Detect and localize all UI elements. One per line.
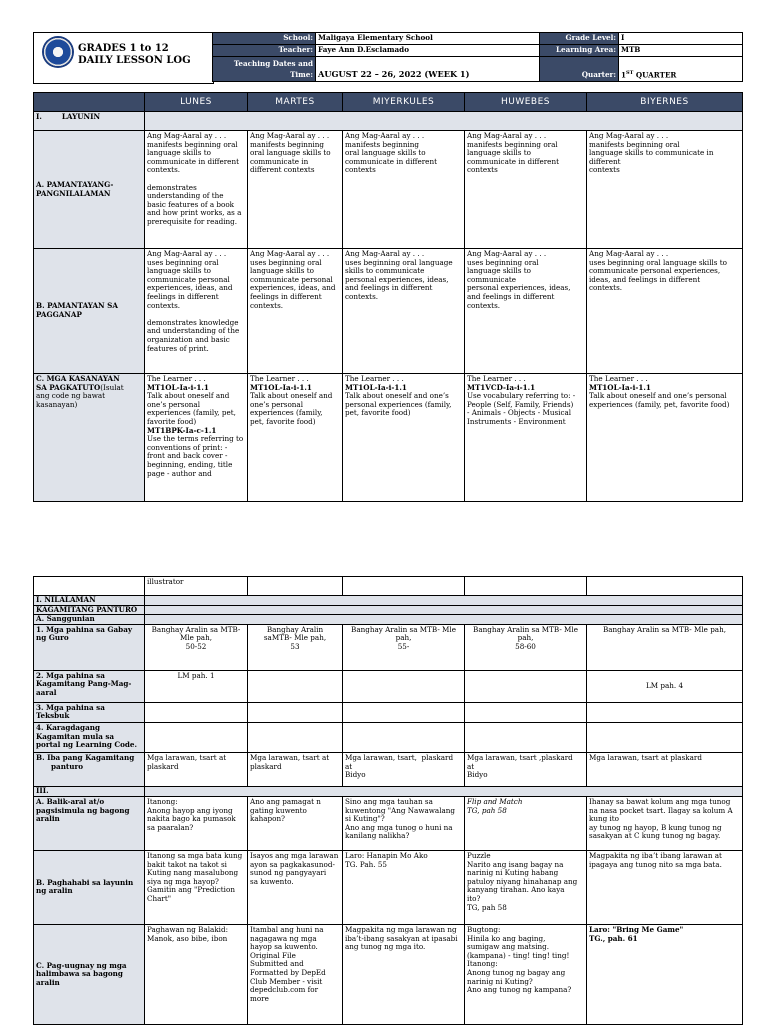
- dates-label-line2: Time:: [290, 69, 313, 79]
- row-label-gabay-ng-guro: 1. Mga pahina sa Gabay ng Guro: [34, 624, 145, 670]
- quarter-value: [619, 56, 743, 81]
- competency-code: MT1OL-Ia-i-1.1: [589, 382, 651, 392]
- teaching-dates-label: [213, 56, 316, 81]
- cell-lunes: [145, 374, 248, 502]
- competency-text: Talk about oneself and one’s personal experiences (family, pet, favorite food): [345, 391, 452, 418]
- cell-miyerkules: Mga larawan, tsart, plaskard at Bidyo: [343, 752, 465, 786]
- table-row: [34, 850, 743, 924]
- cell-lunes: Itanong: Anong hayop ang iyong nakita bago ka pumasok sa paaralan?: [145, 796, 248, 850]
- cell-huwebes: Banghay Aralin sa MTB- Mle pah, 58-60: [465, 624, 587, 670]
- cell-biyernes: [587, 374, 743, 502]
- kasanayan-note: (Isulat ang code ng bawat kasanayan): [36, 382, 124, 409]
- section-sanggunian: A. Sanggunian: [34, 615, 145, 625]
- cell-biyernes: Banghay Aralin sa MTB- Mle pah,: [587, 624, 743, 670]
- grade-level-value: I: [619, 33, 743, 45]
- competency-text: Use vocabulary referring to: - People (Self, Family, Friends) - Animals - Objects - Musical Instruments - Environment: [467, 391, 576, 426]
- learner-intro: The Learner . . .: [467, 374, 526, 383]
- competency-text: Talk about oneself and one’s personal experiences (family, pet, favorite food): [589, 391, 730, 409]
- cell-miyerkules: Sino ang mga tauhan sa kuwentong "Ang Nawawalang si Kuting"? Ano ang mga tunog o huni na kanilang nalikha?: [343, 796, 465, 850]
- section-layunin-band: [145, 112, 743, 131]
- kasanayan-label: C. MGA KASANAYAN SA PAGKATUTO: [36, 374, 120, 392]
- cell-martes: Ang Mag-Aaral ay . . . uses beginning oral language skills to communicate personal experiences, ideas, and feelings in different contexts.: [248, 249, 343, 374]
- learner-intro: The Learner . . .: [589, 374, 648, 383]
- quarter-number: 1: [621, 70, 627, 79]
- competency-code: MT1OL-Ia-i-1.1: [147, 382, 209, 392]
- table-row: [34, 752, 743, 786]
- cell-miyerkules: Ang Mag-Aaral ay . . . manifests beginning oral language skills to communicate in different contexts: [343, 131, 465, 249]
- table-row: [34, 722, 743, 752]
- row-label-pamantayang-pangnilalaman: A. PAMANTAYANG- PANGNILALAMAN: [34, 131, 145, 249]
- table-row: [34, 131, 743, 249]
- learning-area-label: Learning Area:: [540, 44, 619, 56]
- day-martes: MARTES: [248, 93, 343, 112]
- cell-biyernes: Ang Mag-Aaral ay . . . manifests beginning oral language skills to communicate in different contexts: [587, 131, 743, 249]
- cell-miyerkules: Magpakita ng mga larawan ng iba’t-ibang sasakyan at ipasabi ang tunog ng mga ito.: [343, 924, 465, 1024]
- cell-huwebes: [465, 374, 587, 502]
- table-row: [34, 924, 743, 1024]
- cell-huwebes: Ang Mag-Aaral ay . . . uses beginning oral language skills to communicate personal experiences, ideas, and feelings in different contexts.: [465, 249, 587, 374]
- cell-lunes: Banghay Aralin sa MTB- Mle pah, 50-52: [145, 624, 248, 670]
- row-label-mga-kasanayan: [34, 374, 145, 502]
- cell-biyernes: Ang Mag-Aaral ay . . . uses beginning oral language skills to communicate personal experiences, ideas, and feelings in different contexts.: [587, 249, 743, 374]
- quarter-suffix: ST: [626, 69, 634, 76]
- row-label-pag-uugnay: C. Pag-uugnay ng mga halimbawa sa bagong aralin: [34, 924, 145, 1024]
- section-sanggunian-band: [145, 615, 743, 625]
- table-row: [34, 624, 743, 670]
- cell-huwebes: [465, 670, 587, 702]
- cell-martes: [248, 374, 343, 502]
- cell-lunes: Ang Mag-Aaral ay . . . uses beginning oral language skills to communicate personal experiences, ideas, and feelings in different contexts. demonstrates knowledge and understanding of the organization and basic features of print.: [145, 249, 248, 374]
- table-row: [34, 702, 743, 722]
- row-label-karagdagang-kagamitan: 4. Karagdagang Kagamitan mula sa portal ng Learning Code.: [34, 722, 145, 752]
- learner-intro: The Learner . . .: [147, 374, 206, 383]
- learning-area-value: MTB: [619, 44, 743, 56]
- cell-martes: Mga larawan, tsart at plaskard: [248, 752, 343, 786]
- cell-miyerkules: Laro: Hanapin Mo Ako TG. Pah. 55: [343, 850, 465, 924]
- cell-martes: Banghay Aralin saMTB- Mle pah, 53: [248, 624, 343, 670]
- competency-code: MT1OL-Ia-i-1.1: [250, 382, 312, 392]
- lesson-log-header: [33, 32, 742, 84]
- row-label-kagamitang-pang-mag-aaral: 2. Mga pahina sa Kagamitang Pang-Mag- aaral: [34, 670, 145, 702]
- day-miyerkules: MIYERKULES: [343, 93, 465, 112]
- dates-label-line1: Teaching Dates and: [233, 58, 313, 68]
- section-kagamitan-band: [145, 605, 743, 615]
- section-nilalaman: I. NILALAMAN: [34, 596, 145, 606]
- carry-blank: [34, 577, 145, 596]
- cell-lunes: LM pah. 1: [145, 670, 248, 702]
- teacher-value: Faye Ann D.Esclamado: [316, 44, 540, 56]
- section-iii-band: [145, 786, 743, 796]
- day-lunes: LUNES: [145, 93, 248, 112]
- cell-martes: [248, 670, 343, 702]
- form-title: [78, 43, 191, 67]
- row-label-balik-aral: A. Balik-aral at/o pagsisimula ng bagong aralin: [34, 796, 145, 850]
- cell-miyerkules: Banghay Aralin sa MTB- Mle pah, 55-: [343, 624, 465, 670]
- cell-huwebes: Flip and Match TG, pah 58: [465, 796, 587, 850]
- cell-huwebes: Ang Mag-Aaral ay . . . manifests beginning oral language skills to communicate in different contexts: [465, 131, 587, 249]
- teacher-label: Teacher:: [213, 44, 316, 56]
- learner-intro: The Learner . . .: [345, 374, 404, 383]
- cell-martes: Ano ang pamagat n gating kuwento kahapon?: [248, 796, 343, 850]
- cell-biyernes: LM pah. 4: [587, 670, 743, 702]
- row-label-teksbuk: 3. Mga pahina sa Teksbuk: [34, 702, 145, 722]
- section-iii: III.: [34, 786, 145, 796]
- competency-text: Talk about oneself and one’s personal experiences (family, pet, favorite food): [147, 391, 236, 426]
- day-huwebes: HUWEBES: [465, 93, 587, 112]
- cell-martes: Isayos ang mga larawan ayon sa pagkakasunod- sunod ng pangyayari sa kuwento.: [248, 850, 343, 924]
- content-procedure-table: [33, 576, 743, 1025]
- cell-biyernes: Magpakita ng iba’t ibang larawan at ipagaya ang tunog nito sa mga bata.: [587, 850, 743, 924]
- objectives-table: [33, 92, 743, 502]
- cell-lunes: Ang Mag-Aaral ay . . . manifests beginning oral language skills to communicate in different contexts. demonstrates understanding of the basic features of a book and how print works, as a prerequisite for reading.: [145, 131, 248, 249]
- table-row: [34, 670, 743, 702]
- carry-text: illustrator: [145, 577, 248, 596]
- header-title-box: [33, 32, 214, 84]
- cell-miyerkules: [343, 374, 465, 502]
- competency-text: Talk about oneself and one’s personal experiences (family, pet, favorite food): [250, 391, 333, 426]
- teaching-dates-value: AUGUST 22 – 26, 2022 (WEEK 1): [316, 56, 540, 81]
- section-layunin: I. LAYUNIN: [34, 112, 145, 131]
- section-nilalaman-band: [145, 596, 743, 606]
- row-label-pamantayan-sa-pagganap: B. PAMANTAYAN SA PAGGANAP: [34, 249, 145, 374]
- quarter-label: Quarter:: [540, 56, 619, 81]
- cell-biyernes: Mga larawan, tsart at plaskard: [587, 752, 743, 786]
- cell-huwebes: Bugtong: Hinila ko ang baging, sumigaw ang matsing. (kampana) - ting! ting! ting! Itanong: Anong tunog ng bagay ang narinig ni Kuting? Ano ang tunog ng kampana?: [465, 924, 587, 1024]
- row-label-iba-pang-kagamitan: B. Iba pang Kagamitang panturo: [34, 752, 145, 786]
- day-header-row: [34, 93, 743, 112]
- grade-level-label: Grade Level:: [540, 33, 619, 45]
- cell-miyerkules: [343, 670, 465, 702]
- cell-martes: Ang Mag-Aaral ay . . . manifests beginning oral language skills to communicate in different contexts: [248, 131, 343, 249]
- cell-huwebes: Mga larawan, tsart ,plaskard at Bidyo: [465, 752, 587, 786]
- title-line-1: GRADES 1 to 12: [78, 43, 169, 54]
- competency-text-2: Use the terms referring to conventions of print: - front and back cover - beginning, ending, title page - author and: [147, 434, 244, 478]
- table-row: [34, 796, 743, 850]
- school-label: School:: [213, 33, 316, 45]
- competency-code: MT1OL-Ia-i-1.1: [345, 382, 407, 392]
- cell-huwebes: Puzzle Narito ang isang bagay na narinig ni Kuting habang patuloy niyang hinahanap ang kanyang tirahan. Ano kaya ito? TG, pah 58: [465, 850, 587, 924]
- section-kagamitan: KAGAMITANG PANTURO: [34, 605, 145, 615]
- table-row: [34, 249, 743, 374]
- corner-cell: [34, 93, 145, 112]
- cell-lunes: Itanong sa mga bata kung bakit takot na takot si Kuting nang masalubong siya ng mga hayop? Gamitin ang "Prediction Chart": [145, 850, 248, 924]
- cell-miyerkules: Ang Mag-Aaral ay . . . uses beginning oral language skills to communicate personal experiences, ideas, and feelings in different contexts.: [343, 249, 465, 374]
- cell-lunes: Mga larawan, tsart at plaskard: [145, 752, 248, 786]
- cell-biyernes: Laro: "Bring Me Game" TG., pah. 61: [587, 924, 743, 1024]
- day-biyernes: BIYERNES: [587, 93, 743, 112]
- table-row: [34, 374, 743, 502]
- competency-code-2: MT1BPK-Ia-c-1.1: [147, 425, 217, 435]
- header-info-table: [212, 32, 743, 82]
- cell-lunes: Paghawan ng Balakid: Manok, aso bibe, ibon: [145, 924, 248, 1024]
- competency-code: MT1VCD-Ia-i-1.1: [467, 382, 536, 392]
- cell-biyernes: Ihanay sa bawat kolum ang mga tunog na nasa pocket tsart. Ilagay sa kolum A kung ito ay tunog ng hayop, B kung tunog ng sasakyan at C kung tunog ng bagay.: [587, 796, 743, 850]
- cell-martes: Itambal ang huni na nagagawa ng mga hayop sa kuwento. Original File Submitted and Formatted by DepEd Club Member - visit depedclub.com for more: [248, 924, 343, 1024]
- school-value: Maligaya Elementary School: [316, 33, 540, 45]
- row-label-paghahabi: B. Paghahabi sa layunin ng aralin: [34, 850, 145, 924]
- learner-intro: The Learner . . .: [250, 374, 309, 383]
- quarter-word: QUARTER: [633, 70, 677, 79]
- title-line-2: DAILY LESSON LOG: [78, 55, 191, 66]
- deped-seal-icon: [42, 36, 74, 68]
